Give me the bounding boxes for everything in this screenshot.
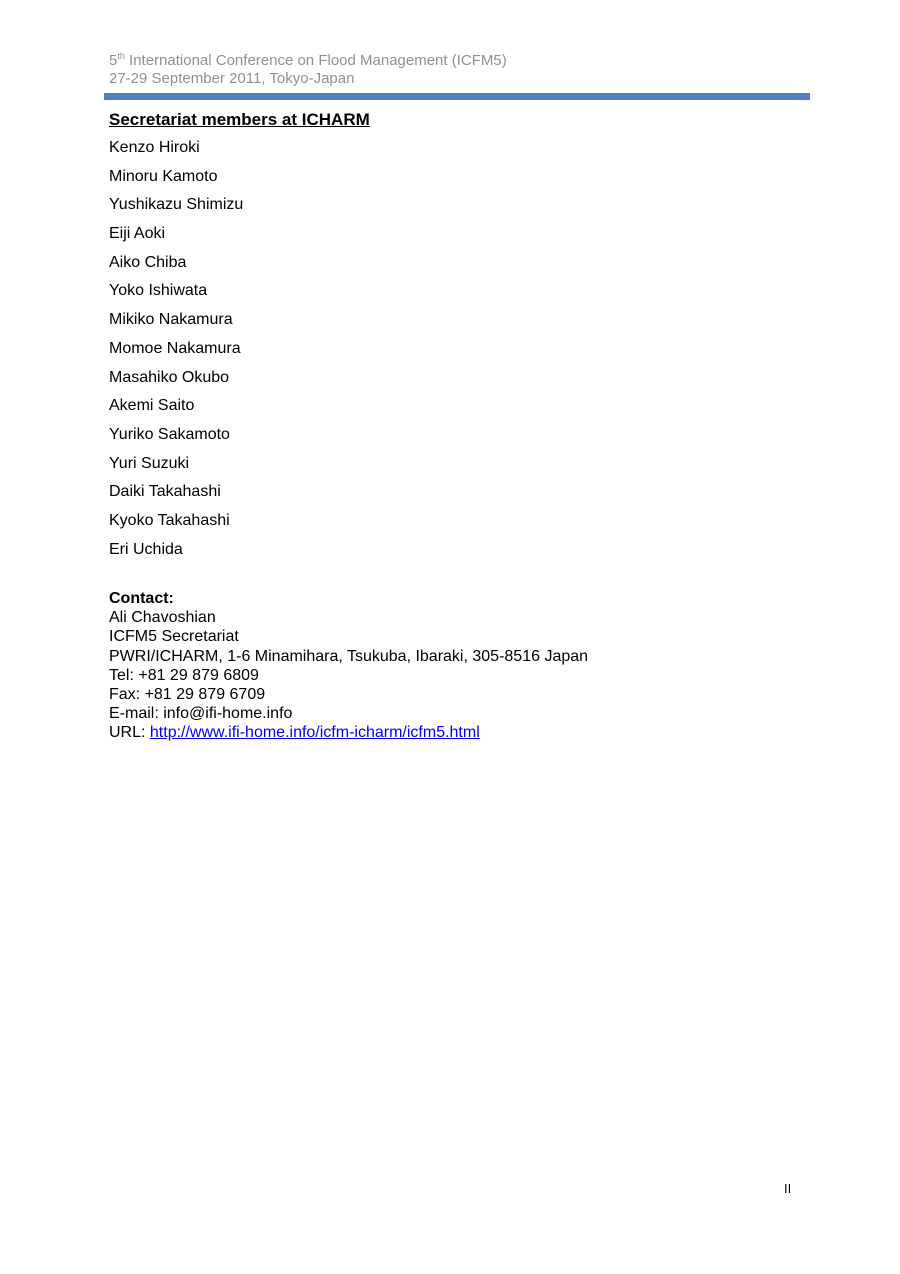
contact-name: Ali Chavoshian	[109, 609, 216, 627]
member-name: Daiki Takahashi	[109, 483, 221, 501]
member-name: Kenzo Hiroki	[109, 139, 200, 156]
contact-email: E-mail: info@ifi-home.info	[109, 705, 293, 723]
contact-title: Contact:	[109, 590, 174, 607]
contact-office: ICFM5 Secretariat	[109, 628, 239, 646]
contact-tel: Tel: +81 29 879 6809	[109, 666, 259, 684]
member-name: Yoko Ishiwata	[109, 282, 208, 300]
conference-ordinal-suffix: th	[117, 51, 125, 61]
contact-address: PWRI/ICHARM, 1-6 Minamihara, Tsukuba, Ibaraki, 305-8516 Japan	[109, 647, 589, 665]
contact-url-link[interactable]: http://www.ifi-home.info/icfm-icharm/icfm5.html	[149, 724, 480, 742]
member-name: Kyoko Takahashi	[109, 511, 230, 529]
member-name: Masahiko Okubo	[109, 368, 230, 386]
conference-name: International Conference on Flood Management (ICFM5)	[124, 52, 507, 69]
member-name: Momoe Nakamura	[109, 339, 241, 357]
member-name: Yuri Suzuki	[109, 454, 190, 472]
section-title: Secretariat members at ICHARM	[109, 110, 370, 129]
conference-dates-location: 27-29 September 2011, Tokyo-Japan	[109, 70, 355, 87]
member-name: Akemi Saito	[109, 397, 195, 415]
contact-block	[109, 589, 588, 743]
member-name: Eri Uchida	[109, 540, 183, 558]
header-divider	[104, 93, 810, 100]
member-name: Aiko Chiba	[109, 253, 187, 271]
member-name: Eiji Aoki	[109, 225, 166, 243]
contact-url-line	[109, 723, 588, 742]
page-number: II	[784, 1181, 792, 1196]
conference-number: 5	[109, 52, 118, 69]
member-name: Mikiko Nakamura	[109, 311, 233, 329]
conference-title	[109, 52, 809, 70]
contact-url-label: URL:	[109, 724, 150, 742]
member-name: Yushikazu Shimizu	[109, 196, 244, 214]
member-name: Yuriko Sakamoto	[109, 425, 230, 443]
secretariat-members-list	[109, 138, 243, 568]
running-header	[109, 52, 809, 88]
contact-fax: Fax: +81 29 879 6709	[109, 686, 266, 704]
member-name: Minoru Kamoto	[109, 167, 218, 185]
